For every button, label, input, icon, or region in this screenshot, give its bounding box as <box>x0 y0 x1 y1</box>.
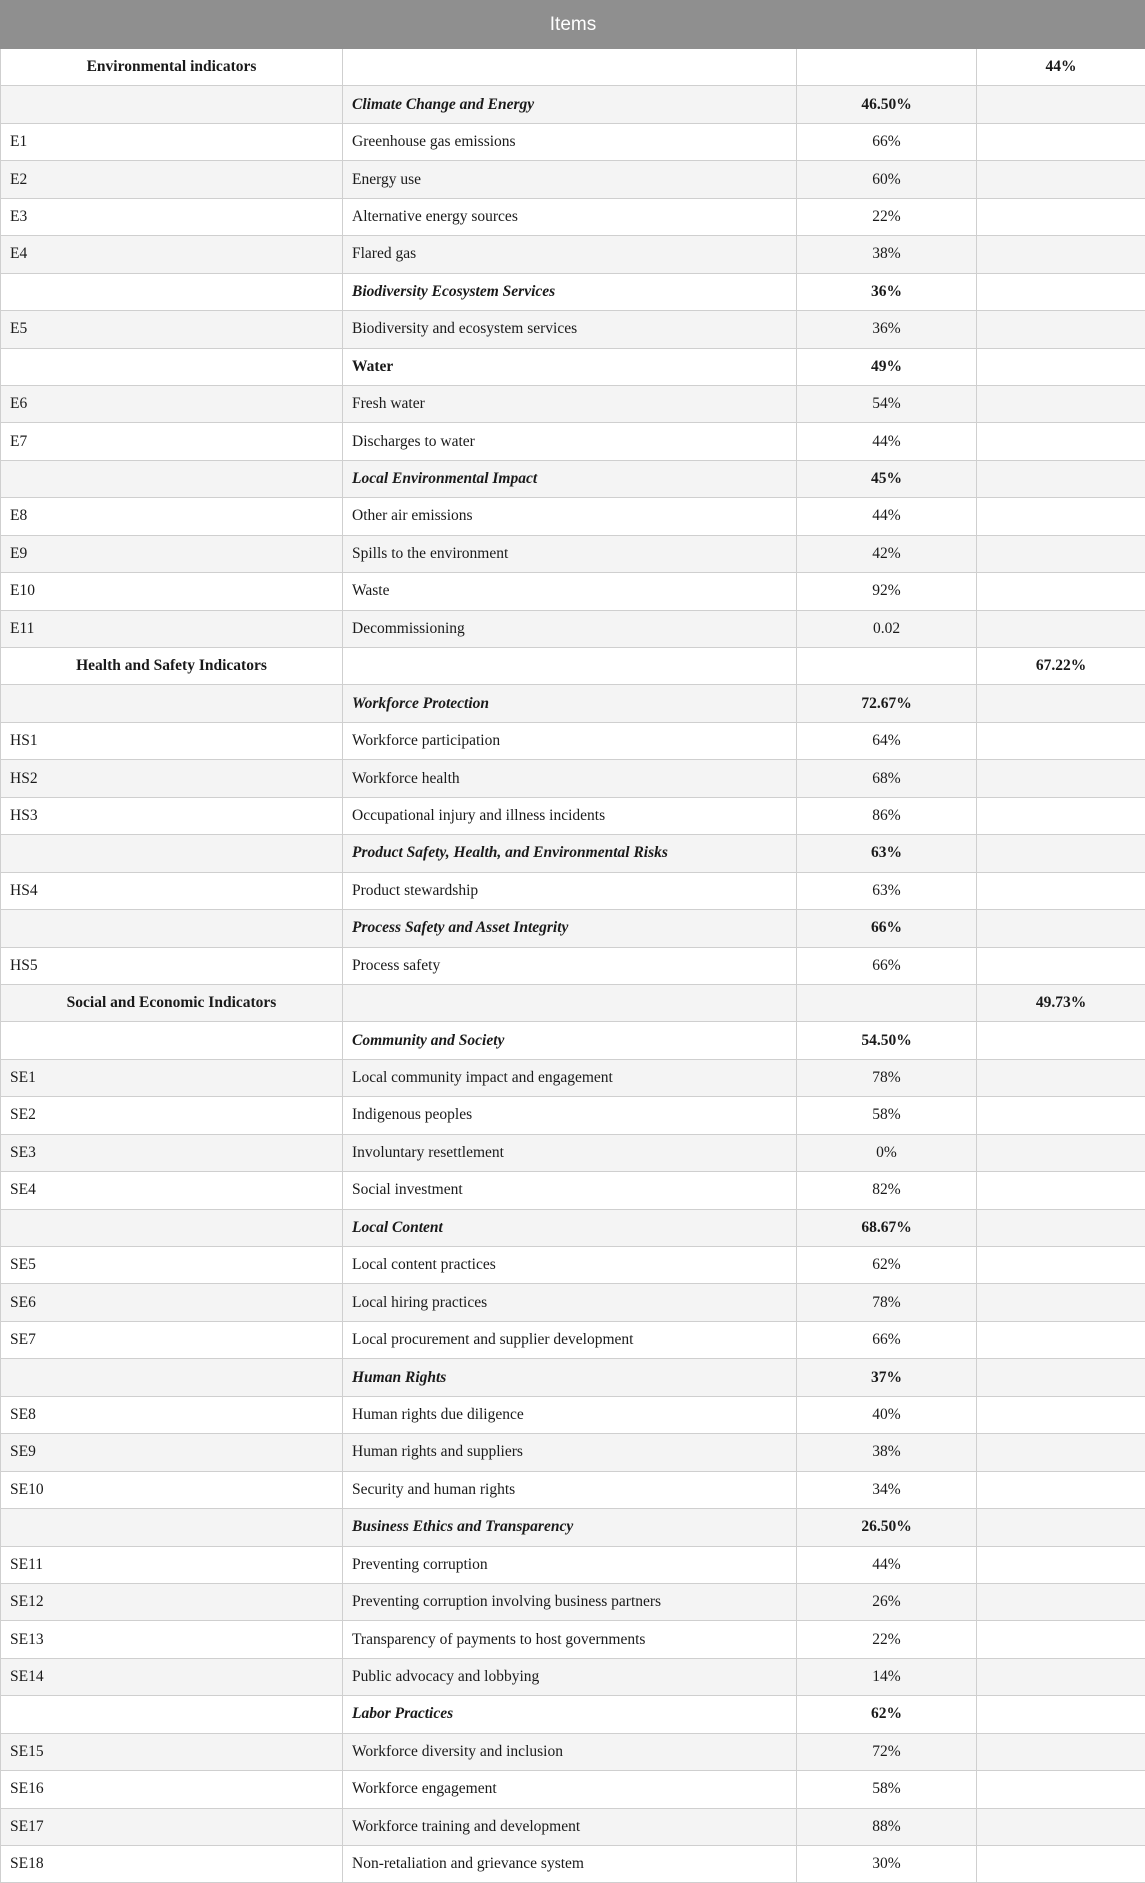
table-row <box>1 1471 1145 1508</box>
subcategory-row <box>1 1696 1145 1733</box>
item-name: Transparency of payments to host governments <box>343 1621 797 1658</box>
item-value: 22% <box>797 1621 977 1658</box>
subcategory-name: Local Environmental Impact <box>343 460 797 497</box>
item-code: SE10 <box>1 1471 343 1508</box>
table-row <box>1 1434 1145 1471</box>
table-row <box>1 1733 1145 1770</box>
empty-cell <box>977 86 1145 123</box>
subcategory-value: 49% <box>797 348 977 385</box>
item-code: E4 <box>1 236 343 273</box>
item-name: Occupational injury and illness incidents <box>343 797 797 834</box>
table-row <box>1 161 1145 198</box>
item-name: Human rights and suppliers <box>343 1434 797 1471</box>
empty-cell <box>977 835 1145 872</box>
empty-cell <box>977 1621 1145 1658</box>
empty-cell <box>977 535 1145 572</box>
item-value: 58% <box>797 1771 977 1808</box>
item-value: 68% <box>797 760 977 797</box>
item-value: 86% <box>797 797 977 834</box>
empty-cell <box>343 984 797 1021</box>
subcategory-name: Community and Society <box>343 1022 797 1059</box>
item-name: Non-retaliation and grievance system <box>343 1846 797 1883</box>
empty-cell <box>343 648 797 685</box>
empty-cell <box>343 49 797 86</box>
empty-cell <box>1 460 343 497</box>
item-code: SE14 <box>1 1658 343 1695</box>
empty-cell <box>977 273 1145 310</box>
item-value: 78% <box>797 1059 977 1096</box>
empty-cell <box>977 1808 1145 1845</box>
table-row <box>1 760 1145 797</box>
empty-cell <box>977 311 1145 348</box>
table-row <box>1 311 1145 348</box>
item-code: HS2 <box>1 760 343 797</box>
item-name: Spills to the environment <box>343 535 797 572</box>
item-code: SE16 <box>1 1771 343 1808</box>
table-row <box>1 423 1145 460</box>
item-value: 38% <box>797 1434 977 1471</box>
item-name: Public advocacy and lobbying <box>343 1658 797 1695</box>
table-row <box>1 872 1145 909</box>
table-row <box>1 1808 1145 1845</box>
section-name: Health and Safety Indicators <box>1 648 343 685</box>
item-code: E3 <box>1 198 343 235</box>
table-row <box>1 1134 1145 1171</box>
item-code: SE13 <box>1 1621 343 1658</box>
item-value: 26% <box>797 1583 977 1620</box>
empty-cell <box>977 423 1145 460</box>
item-name: Preventing corruption involving business partners <box>343 1583 797 1620</box>
empty-cell <box>1 1022 343 1059</box>
item-code: HS3 <box>1 797 343 834</box>
table-row <box>1 1321 1145 1358</box>
empty-cell <box>1 910 343 947</box>
item-value: 44% <box>797 498 977 535</box>
table-row <box>1 1284 1145 1321</box>
item-name: Local content practices <box>343 1247 797 1284</box>
table-row <box>1 1396 1145 1433</box>
item-name: Workforce health <box>343 760 797 797</box>
empty-cell <box>977 1284 1145 1321</box>
empty-cell <box>977 1658 1145 1695</box>
empty-cell <box>977 1733 1145 1770</box>
subcategory-value: 68.67% <box>797 1209 977 1246</box>
item-value: 34% <box>797 1471 977 1508</box>
subcategory-name: Climate Change and Energy <box>343 86 797 123</box>
item-code: HS1 <box>1 722 343 759</box>
item-value: 54% <box>797 385 977 422</box>
item-value: 66% <box>797 947 977 984</box>
empty-cell <box>977 1771 1145 1808</box>
item-code: E2 <box>1 161 343 198</box>
item-name: Energy use <box>343 161 797 198</box>
subcategory-value: 37% <box>797 1359 977 1396</box>
subcategory-row <box>1 1022 1145 1059</box>
item-code: SE4 <box>1 1172 343 1209</box>
subcategory-value: 36% <box>797 273 977 310</box>
subcategory-name: Biodiversity Ecosystem Services <box>343 273 797 310</box>
subcategory-name: Business Ethics and Transparency <box>343 1509 797 1546</box>
subcategory-row <box>1 273 1145 310</box>
subcategory-value: 62% <box>797 1696 977 1733</box>
item-name: Biodiversity and ecosystem services <box>343 311 797 348</box>
item-code: E1 <box>1 123 343 160</box>
empty-cell <box>977 1247 1145 1284</box>
subcategory-row <box>1 910 1145 947</box>
empty-cell <box>977 910 1145 947</box>
item-value: 38% <box>797 236 977 273</box>
table-body <box>1 49 1145 1883</box>
item-name: Flared gas <box>343 236 797 273</box>
empty-cell <box>1 1209 343 1246</box>
item-name: Social investment <box>343 1172 797 1209</box>
item-code: SE17 <box>1 1808 343 1845</box>
table-row <box>1 198 1145 235</box>
section-row <box>1 49 1145 86</box>
item-code: SE7 <box>1 1321 343 1358</box>
empty-cell <box>977 1134 1145 1171</box>
table-row <box>1 610 1145 647</box>
subcategory-name: Process Safety and Asset Integrity <box>343 910 797 947</box>
empty-cell <box>977 1546 1145 1583</box>
table-row <box>1 236 1145 273</box>
item-code: SE12 <box>1 1583 343 1620</box>
table-row <box>1 797 1145 834</box>
item-value: 78% <box>797 1284 977 1321</box>
empty-cell <box>1 685 343 722</box>
section-row <box>1 648 1145 685</box>
section-value: 67.22% <box>977 648 1145 685</box>
subcategory-name: Water <box>343 348 797 385</box>
subcategory-name: Human Rights <box>343 1359 797 1396</box>
item-name: Workforce diversity and inclusion <box>343 1733 797 1770</box>
empty-cell <box>977 1434 1145 1471</box>
subcategory-name: Labor Practices <box>343 1696 797 1733</box>
empty-cell <box>977 1583 1145 1620</box>
item-code: SE18 <box>1 1846 343 1883</box>
empty-cell <box>977 1359 1145 1396</box>
table-header-row <box>1 1 1145 49</box>
table-row <box>1 1621 1145 1658</box>
empty-cell <box>1 835 343 872</box>
item-name: Fresh water <box>343 385 797 422</box>
empty-cell <box>977 1471 1145 1508</box>
subcategory-name: Workforce Protection <box>343 685 797 722</box>
item-code: SE6 <box>1 1284 343 1321</box>
subcategory-value: 63% <box>797 835 977 872</box>
item-name: Greenhouse gas emissions <box>343 123 797 160</box>
item-code: E8 <box>1 498 343 535</box>
table-row <box>1 1658 1145 1695</box>
item-value: 88% <box>797 1808 977 1845</box>
section-value: 44% <box>977 49 1145 86</box>
item-code: SE5 <box>1 1247 343 1284</box>
item-name: Workforce participation <box>343 722 797 759</box>
table-row <box>1 1546 1145 1583</box>
empty-cell <box>977 1097 1145 1134</box>
item-name: Other air emissions <box>343 498 797 535</box>
empty-cell <box>977 760 1145 797</box>
empty-cell <box>797 49 977 86</box>
item-value: 36% <box>797 311 977 348</box>
item-value: 66% <box>797 1321 977 1358</box>
empty-cell <box>1 1509 343 1546</box>
item-value: 0% <box>797 1134 977 1171</box>
item-name: Security and human rights <box>343 1471 797 1508</box>
item-code: SE15 <box>1 1733 343 1770</box>
table-row <box>1 1771 1145 1808</box>
item-value: 82% <box>797 1172 977 1209</box>
empty-cell <box>977 385 1145 422</box>
table-row <box>1 947 1145 984</box>
empty-cell <box>977 1846 1145 1883</box>
section-row <box>1 984 1145 1021</box>
empty-cell <box>977 1059 1145 1096</box>
item-name: Product stewardship <box>343 872 797 909</box>
empty-cell <box>1 1696 343 1733</box>
item-name: Waste <box>343 573 797 610</box>
item-code: SE2 <box>1 1097 343 1134</box>
item-name: Discharges to water <box>343 423 797 460</box>
empty-cell <box>977 236 1145 273</box>
item-name: Involuntary resettlement <box>343 1134 797 1171</box>
empty-cell <box>977 1509 1145 1546</box>
item-name: Process safety <box>343 947 797 984</box>
item-value: 63% <box>797 872 977 909</box>
item-value: 22% <box>797 198 977 235</box>
empty-cell <box>797 984 977 1021</box>
subcategory-name: Local Content <box>343 1209 797 1246</box>
table-header-title: Items <box>1 1 1145 49</box>
empty-cell <box>977 348 1145 385</box>
item-code: HS5 <box>1 947 343 984</box>
empty-cell <box>977 1022 1145 1059</box>
empty-cell <box>977 123 1145 160</box>
empty-cell <box>1 1359 343 1396</box>
table-row <box>1 1583 1145 1620</box>
section-name: Social and Economic Indicators <box>1 984 343 1021</box>
item-name: Decommissioning <box>343 610 797 647</box>
subcategory-value: 45% <box>797 460 977 497</box>
item-value: 92% <box>797 573 977 610</box>
table-row <box>1 535 1145 572</box>
item-code: SE9 <box>1 1434 343 1471</box>
subcategory-row <box>1 685 1145 722</box>
item-name: Local procurement and supplier development <box>343 1321 797 1358</box>
item-value: 64% <box>797 722 977 759</box>
item-code: SE3 <box>1 1134 343 1171</box>
empty-cell <box>977 198 1145 235</box>
empty-cell <box>977 797 1145 834</box>
empty-cell <box>977 685 1145 722</box>
item-value: 42% <box>797 535 977 572</box>
item-name: Local community impact and engagement <box>343 1059 797 1096</box>
subcategory-row <box>1 1209 1145 1246</box>
empty-cell <box>1 86 343 123</box>
empty-cell <box>977 872 1145 909</box>
section-value: 49.73% <box>977 984 1145 1021</box>
empty-cell <box>977 1172 1145 1209</box>
empty-cell <box>977 947 1145 984</box>
item-code: E9 <box>1 535 343 572</box>
empty-cell <box>977 161 1145 198</box>
item-code: E6 <box>1 385 343 422</box>
item-name: Indigenous peoples <box>343 1097 797 1134</box>
empty-cell <box>977 1209 1145 1246</box>
item-name: Workforce engagement <box>343 1771 797 1808</box>
item-value: 40% <box>797 1396 977 1433</box>
table-row <box>1 573 1145 610</box>
subcategory-row <box>1 1359 1145 1396</box>
subcategory-value: 72.67% <box>797 685 977 722</box>
item-value: 62% <box>797 1247 977 1284</box>
item-code: E7 <box>1 423 343 460</box>
item-name: Human rights due diligence <box>343 1396 797 1433</box>
subcategory-value: 46.50% <box>797 86 977 123</box>
empty-cell <box>797 648 977 685</box>
item-value: 60% <box>797 161 977 198</box>
item-name: Local hiring practices <box>343 1284 797 1321</box>
item-value: 58% <box>797 1097 977 1134</box>
subcategory-name: Product Safety, Health, and Environmental Risks <box>343 835 797 872</box>
item-code: E11 <box>1 610 343 647</box>
subcategory-row <box>1 86 1145 123</box>
table-row <box>1 385 1145 422</box>
item-value: 44% <box>797 1546 977 1583</box>
item-name: Workforce training and development <box>343 1808 797 1845</box>
item-value: 0.02 <box>797 610 977 647</box>
item-value: 30% <box>797 1846 977 1883</box>
item-value: 44% <box>797 423 977 460</box>
section-name: Environmental indicators <box>1 49 343 86</box>
empty-cell <box>977 1696 1145 1733</box>
table-row <box>1 1247 1145 1284</box>
item-code: SE1 <box>1 1059 343 1096</box>
subcategory-row <box>1 1509 1145 1546</box>
subcategory-value: 54.50% <box>797 1022 977 1059</box>
item-name: Preventing corruption <box>343 1546 797 1583</box>
empty-cell <box>977 722 1145 759</box>
subcategory-row <box>1 460 1145 497</box>
item-value: 66% <box>797 123 977 160</box>
subcategory-value: 66% <box>797 910 977 947</box>
empty-cell <box>977 460 1145 497</box>
item-code: E10 <box>1 573 343 610</box>
subcategory-row <box>1 835 1145 872</box>
empty-cell <box>977 610 1145 647</box>
empty-cell <box>977 498 1145 535</box>
subcategory-row <box>1 348 1145 385</box>
table-row <box>1 1846 1145 1883</box>
empty-cell <box>977 1396 1145 1433</box>
table-row <box>1 123 1145 160</box>
item-code: HS4 <box>1 872 343 909</box>
table-row <box>1 498 1145 535</box>
empty-cell <box>977 573 1145 610</box>
item-value: 14% <box>797 1658 977 1695</box>
subcategory-value: 26.50% <box>797 1509 977 1546</box>
empty-cell <box>1 348 343 385</box>
table-row <box>1 722 1145 759</box>
table-row <box>1 1097 1145 1134</box>
item-value: 72% <box>797 1733 977 1770</box>
table-row <box>1 1059 1145 1096</box>
table-row <box>1 1172 1145 1209</box>
item-code: E5 <box>1 311 343 348</box>
empty-cell <box>1 273 343 310</box>
item-code: SE8 <box>1 1396 343 1433</box>
item-code: SE11 <box>1 1546 343 1583</box>
item-name: Alternative energy sources <box>343 198 797 235</box>
empty-cell <box>977 1321 1145 1358</box>
